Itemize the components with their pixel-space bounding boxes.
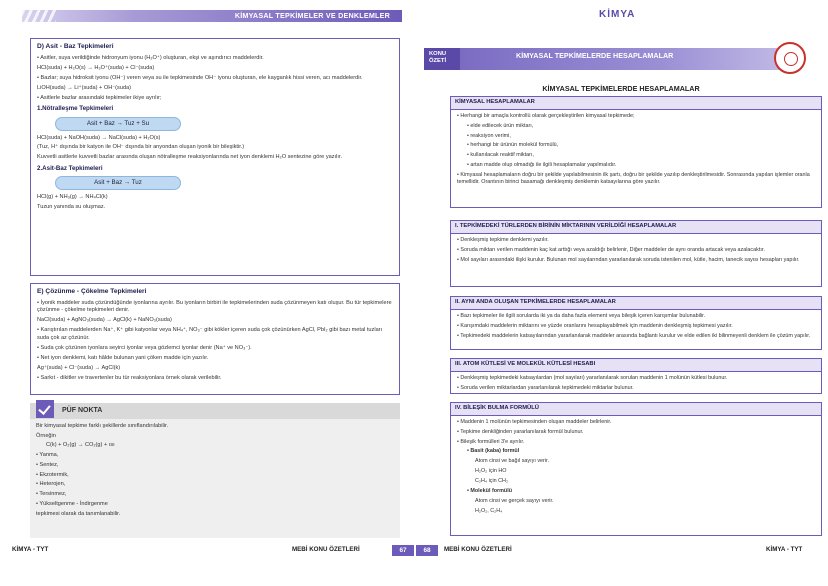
section-body [451, 416, 821, 521]
box1-line: • Asitlerle bazlar arasındaki tepkimeler ikiye ayrılır; [37, 94, 162, 101]
section-line: Atom cinsi ve gerçek sayıyı verir. [475, 497, 554, 504]
neutralization-heading: 1.Nötralleşme Tepkimeleri [37, 105, 114, 113]
section-line: • artan madde olup olmadığı ile ilgili hesaplamalar yapılmalıdır. [467, 162, 617, 169]
tip-box [30, 403, 400, 538]
box2-line: • Net iyon denklemi, katı hâlde bulunan yani çöken madde için yazılır. [37, 354, 209, 361]
section-line: • herhangi bir ürünün molekül formülü, [467, 142, 559, 149]
box1-line: HCl(suda) + H₂O(s) → H₃O⁺(suda) + Cl⁻(suda) [37, 64, 155, 71]
section-body [451, 310, 821, 346]
box1-line: LiOH(suda) → Li⁺(suda) + OH⁻(suda) [37, 84, 132, 91]
box2-line: • Sarkıt - dikitler ve travertenler bu tür reaksiyonlara örnek olarak verilebilir. [37, 374, 222, 381]
section-line: • Molekül formülü [467, 488, 513, 495]
checkmark-icon [36, 400, 54, 418]
tip-line: • Tersinmez, [36, 491, 67, 498]
right-page [414, 0, 828, 586]
section-line: • Tepkime denkliğinden yararlanılarak formül bulunur. [457, 428, 584, 435]
right-header-title: KİMYASAL TEPKİMELERDE HESAPLAMALAR [516, 51, 674, 60]
box1-line: HCl(g) + NH₃(g) → NH₄Cl(k) [37, 194, 108, 201]
section-atomic-mass [450, 358, 822, 394]
section-line: Atom cinsi ve bağıl sayıyı verir. [475, 458, 549, 465]
section-line: • Maddenin 1 molünün tepkimesinden oluşan maddeler belirlenir. [457, 418, 612, 425]
box1-line: (Tuz, H⁺ dışında bir katyon ile OH⁻ dışında bir anyondan oluşan iyonik bir bileşiktir.) [37, 144, 245, 151]
acid-base-formula-pill: Asit + Baz → Tuz [55, 176, 181, 190]
left-header-band [22, 10, 402, 22]
section-title: I. TEPKİMEDEKİ TÜRLERDEN BİRİNİN MİKTARININ VERİLDİĞİ HESAPLAMALAR [451, 221, 821, 234]
tip-line: • Yanma, [36, 452, 59, 459]
box2-line: • İyonik maddeler suda çözündüğünde iyonlarına ayrılır. Bu iyonların birbiri ile tepkimelerinden suda çözünmeyen katı oluşur. Bu tür tepkimelere çözünme - çökelme tepkimeleri denir. [37, 299, 392, 314]
tip-line: tepkimesi olarak da tanımlanabilir. [36, 510, 121, 517]
dissolution-title: E) Çözünme - Çökelme Tepkimeleri [37, 288, 147, 295]
section-line: • Herhangi bir amaçla kontrollü olarak gerçekleştirilen kimyasal tepkimede; [457, 112, 635, 119]
section-title: II. AYNI ANDA OLUŞAN TEPKİMELERDE HESAPLAMALAR [451, 297, 821, 310]
section-line: • Bileşik formülleri 3'e ayrılır. [457, 438, 525, 445]
section-body [451, 234, 821, 270]
section-title: IV. BİLEŞİK BULMA FORMÜLÜ [451, 403, 821, 416]
section-line: H₂O₂ için HO [475, 468, 507, 475]
section-line: • Bazı tepkimeler ile ilgili sorularda iki ya da daha fazla element veya bileşik içeren karışımlar bulunabilir. [457, 312, 706, 319]
box1-line: Kuvvetli asitlerle kuvvetli bazlar arasında oluşan nötralleşme reaksiyonlarında net iyon denklemi H₂O sentezine göre yazılır. [37, 154, 343, 161]
acid-base-title: D) Asit - Baz Tepkimeleri [37, 43, 114, 50]
section-title: KİMYASAL HESAPLAMALAR [451, 97, 821, 110]
box2-line: Ag⁺(suda) + Cl⁻(suda) → AgCl(k) [37, 364, 121, 371]
tip-line: Örneğin [36, 432, 56, 439]
tip-header [30, 403, 400, 419]
section-line: • reaksiyon verimi, [467, 132, 511, 139]
box2-line: • Karıştırılan maddelerden Na⁺, K⁺ gibi katyonlar veya NH₄⁺, NO₃⁻ gibi kökler içeren suda çok çözünürken AgCl, PbI₂ gibi bazı metal tuzları suda çok az çözünür. [37, 327, 383, 341]
kimya-logo-text: KİMYA [599, 9, 636, 20]
section-line: • elde edilecek ürün miktarı, [467, 122, 534, 129]
left-footer-series: MEBİ KONU ÖZETLERİ [292, 546, 360, 553]
section-simultaneous [450, 296, 822, 350]
section-body [451, 372, 821, 398]
right-footer-subject: KİMYA - TYT [766, 546, 803, 553]
section-line: • Denkleşmiş tepkime denklemi yazılır. [457, 236, 549, 243]
box2-line: • Suda çok çözünen iyonlara seyirci iyonlar veya gözlemci iyonlar denir (Na⁺ ve NO₃⁻). [37, 344, 252, 351]
acid-base-box [30, 38, 400, 276]
ministry-seal-icon [774, 42, 806, 74]
tip-line: • Sentez, [36, 461, 59, 468]
box2-line: NaCl(suda) + AgNO₃(suda) → AgCl(k) + NaNO₃(suda) [37, 317, 172, 324]
dissolution-box [30, 283, 400, 395]
left-header-title: KİMYASAL TEPKİMELER VE DENKLEMLER [234, 11, 390, 20]
tip-line: Bir kimyasal tepkime farklı şekillerde sınıflandırılabilir. [36, 423, 169, 429]
tip-body [30, 419, 400, 524]
konu-ozeti-label: KONU ÖZETİ [424, 48, 460, 70]
left-footer-subject: KİMYA - TYT [12, 546, 49, 553]
section-line: • Soruda verilen miktarlardan yararlanılarak tepkimedeki miktarlar bulunur. [457, 384, 634, 391]
section-title: III. ATOM KÜTLESİ VE MOLEKÜL KÜTLESİ HESABI [451, 359, 821, 372]
tip-title: PÜF NOKTA [62, 407, 103, 414]
box1-line: • Asitler, suya verildiğinde hidronyum iyonu (H₃O⁺) oluşturan, ekşi ve aşındırıcı maddelerdir. [37, 54, 264, 61]
box1-line: Tuzun yanında su oluşmaz. [37, 204, 106, 211]
section-line: H₂O₂, C₂H₄ [475, 507, 503, 514]
acid-base-reaction-heading: 2.Asit-Baz Tepkimeleri [37, 164, 103, 172]
section-body [451, 110, 821, 193]
right-header-band [454, 48, 794, 70]
right-page-title: KİMYASAL TEPKİMELERDE HESAPLAMALAR [542, 84, 700, 93]
tip-line: • Yükseltgenme - İndirgenme [36, 500, 108, 507]
page-number-left: 67 [392, 545, 414, 556]
section-line: • kullanılacak reaktif miktarı, [467, 152, 534, 159]
section-line: • Kimyasal hesaplamaların doğru bir şekilde yapılabilmesinin ilk şartı, doğru bir şekilde yazılıp denkleştirilmesidir. Sonrasında yapılan işlemler oranla temellidir. Orantının birinci basamağı denkleşmiş denklemin katsayılarına göre yazılır. [457, 172, 810, 186]
neutralization-formula-pill: Asit + Baz → Tuz + Su [55, 117, 181, 131]
section-line: C₂H₄ için CH₂ [475, 478, 509, 485]
section-line: • Soruda miktarı verilen maddenin kaç kat arttığı veya azaldığı belirlenir, Diğer maddeler de aynı oranda artacak veya azalacaktır. [457, 246, 765, 253]
tip-line: • Heterojen, [36, 481, 66, 488]
header-stripes [22, 10, 56, 22]
tip-line: • Ekzotermik, [36, 471, 69, 478]
section-given-amount [450, 220, 822, 287]
section-line: • Denkleşmiş tepkimedeki katsayılardan (mol sayıları) yararlanılarak sorulan maddenin 1 molünün kütlesi bulunur. [457, 374, 728, 381]
section-line: • Tepkimedeki maddelerin katsayılarından yararlanılarak maddeler arasında bağlantı kurulur ve elde edilen iki bilinmeyenli denklem ile çözüm yapılır. [457, 332, 811, 339]
box1-line: • Bazlar; suya hidroksit iyonu (OH⁻) veren veya su ile tepkimesinde OH⁻ iyonu oluşturan, ele kayganlık hissi veren, acı maddelerdir. [37, 74, 363, 81]
section-line: • Mol sayıları arasındaki ilişki kurulur. Bulunan mol sayılarından yararlanılarak soruda istenilen mol, kütle, hacim, tanecik sayısı hesapları yapılır. [457, 256, 800, 263]
section-compound-formula [450, 402, 822, 536]
section-line: • Karışımdaki maddelerin miktarını ve yüzde oranlarını hesaplayabilmek için maddenin denkleşmiş tepkimesi yazılır. [457, 322, 733, 329]
section-line: • Basit (kaba) formül [467, 448, 520, 455]
box1-line: HCl(suda) + NaOH(suda) → NaCl(suda) + H₂O(s) [37, 134, 161, 141]
tip-line: C(k) + O₂(g) → CO₂(g) + ısı [46, 442, 115, 449]
right-footer-series: MEBİ KONU ÖZETLERİ [444, 546, 512, 553]
section-chemical-calculations [450, 96, 822, 208]
page-number-right: 68 [416, 545, 438, 556]
